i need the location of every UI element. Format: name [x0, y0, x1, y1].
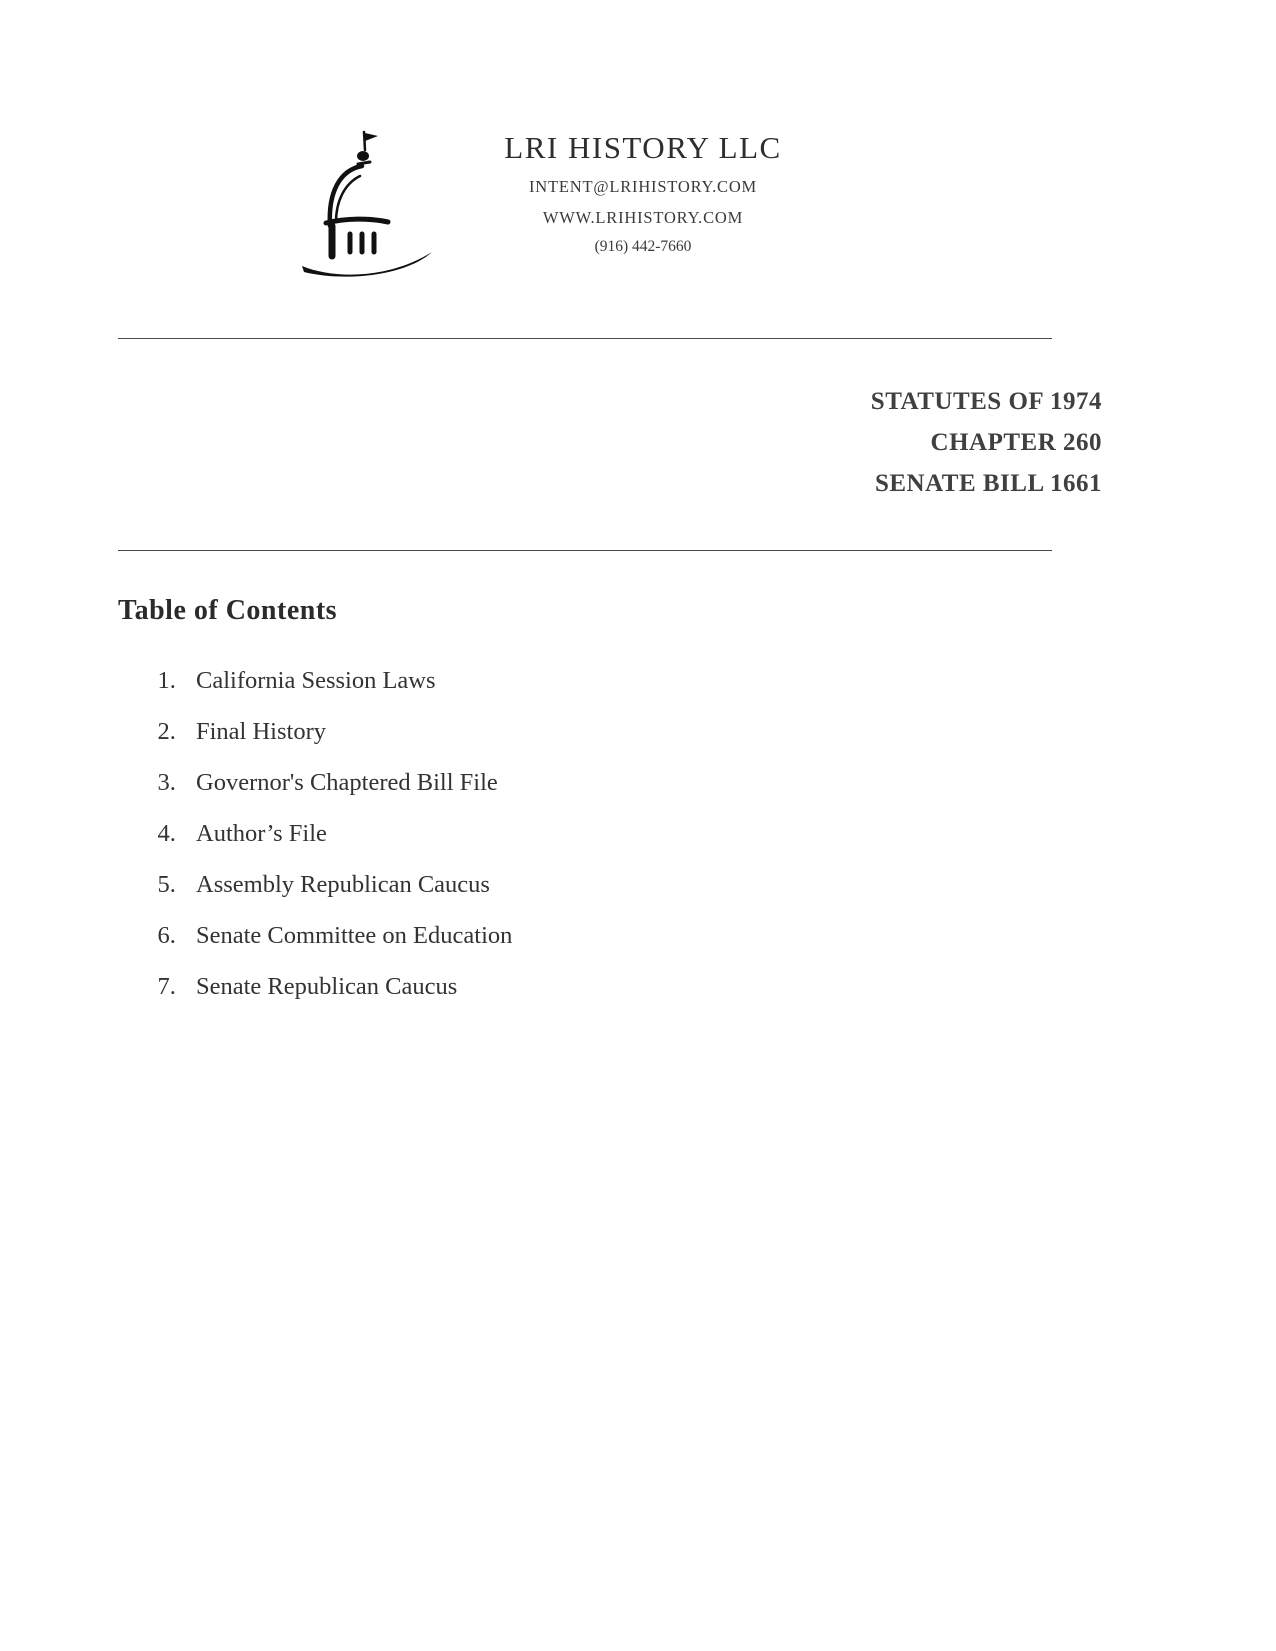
letterhead: [296, 108, 1158, 286]
company-name: LRI HISTORY LLC: [504, 130, 782, 165]
letterhead-text: [488, 130, 798, 256]
toc-item: 6. Senate Committee on Education: [182, 922, 1158, 950]
toc-item: 4. Author’s File: [182, 820, 1158, 848]
divider-top: [118, 338, 1052, 339]
company-phone: (916) 442-7660: [594, 238, 692, 255]
statute-year: STATUTES OF 1974: [870, 388, 1102, 415]
capitol-logo-icon: [296, 126, 446, 286]
statute-chapter: CHAPTER 260: [930, 429, 1102, 456]
toc-item: 2. Final History: [182, 718, 1158, 746]
statute-block: [118, 381, 1158, 504]
toc-item: 7. Senate Republican Caucus: [182, 973, 1158, 1001]
toc-title: Table of Contents: [118, 595, 338, 626]
toc-item: 5. Assembly Republican Caucus: [182, 871, 1158, 899]
toc-item: 3. Governor's Chaptered Bill File: [182, 769, 1158, 797]
company-website: WWW.LRIHISTORY.COM: [542, 208, 744, 227]
statute-bill: SENATE BILL 1661: [874, 470, 1102, 497]
toc-item: 1. California Session Laws: [182, 667, 1158, 695]
toc-list: [182, 667, 1158, 1001]
divider-bottom: [118, 550, 1052, 551]
company-email: INTENT@LRIHISTORY.COM: [528, 177, 758, 196]
